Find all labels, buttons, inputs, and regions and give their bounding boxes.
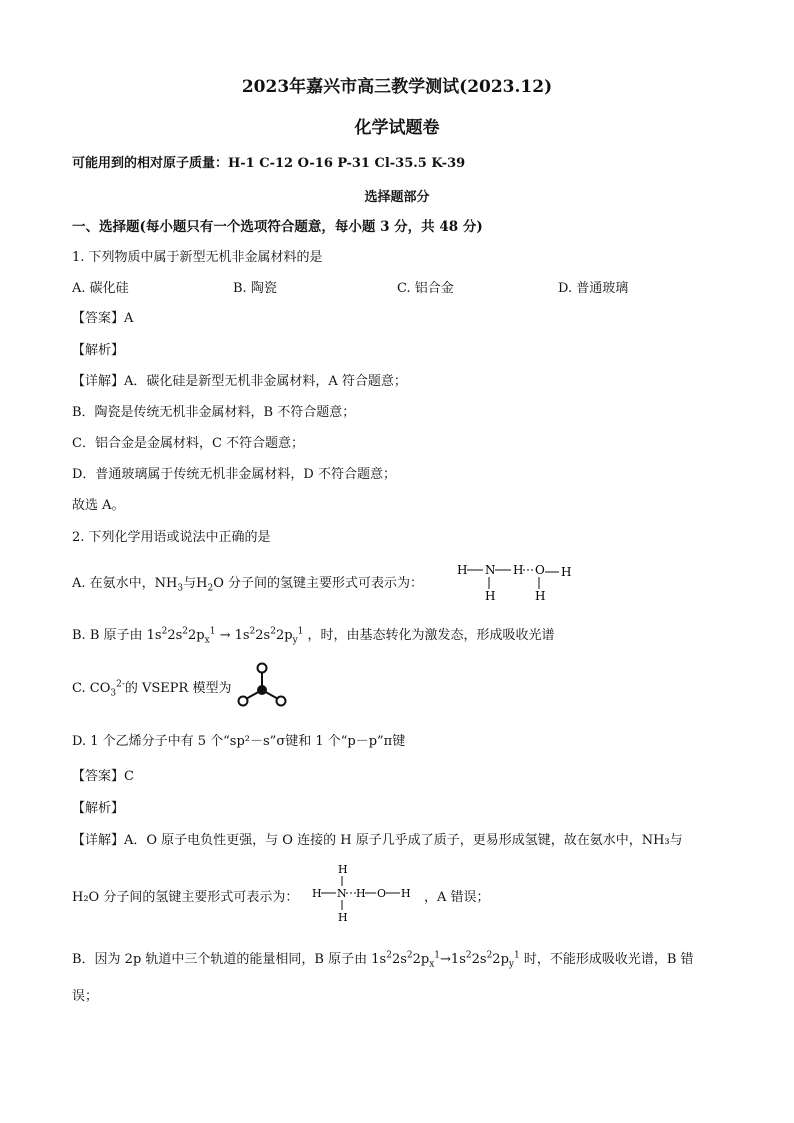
atomic-masses: 可能用到的相对原子质量：H-1 C-12 O-16 P-31 Cl-35.5 K-39 [72,156,466,171]
q1-option-b: B. 陶瓷 [233,281,277,296]
atom-h1: H [457,563,468,577]
atom-o: O [535,563,545,577]
section-title: 一、选择题(每小题只有一个选项符合题意，每小题 3 分，共 48 分) [72,219,483,235]
q1-detail-b: B．陶瓷是传统无机非金属材料，B 不符合题意； [72,405,356,420]
atom-n: N [485,563,496,577]
atom-h5: H [535,589,546,603]
q2-option-a-suffix: O 分子间的氢键主要形式可表示为： [213,576,423,591]
q2-option-c-sup: 2- [116,679,125,690]
det-atom-o: O [377,887,387,900]
q2-option-b [72,624,555,646]
q2-analysis: 【解析】 [72,801,125,816]
q2-detail-a-line1: 【详解】A．O 原子电负性更强，与 O 连接的 H 原子几乎成了质子，更易形成氢键，故在氨水中，NH₃与 [72,833,683,848]
det-atom-n: N [337,887,347,900]
q1-detail-d: D．普通玻璃属于传统无机非金属材料，D 不符合题意； [72,467,396,482]
q1-conclusion: 故选 A。 [72,498,125,513]
q1-option-c: C. 铝合金 [397,281,454,296]
q2-option-b-suffix: ，时，由基态转化为激发态，形成吸收光谱 [307,628,555,643]
q2-option-c-sub: 3 [110,688,117,699]
q2-option-a-sub2: 2 [207,583,214,594]
q2-option-c [72,677,231,699]
atom-h4: H [561,565,572,579]
q2-detail-b-line1 [72,948,694,970]
det-atom-h-left: H [312,887,322,900]
det-atom-h-bottom: H [338,911,348,924]
q2-option-a-nh: NH [154,576,178,591]
q1-option-d: D. 普通玻璃 [558,281,629,296]
q2-detail-a-line2-prefix: H₂O 分子间的氢键主要形式可表示为： [72,890,299,905]
q2-option-d: D. 1 个乙烯分子中有 5 个“sp²－s”σ键和 1 个“p－p”π键 [72,734,406,749]
q2-option-a [72,572,423,594]
exam-subtitle: 化学试题卷 [354,118,440,138]
hbond-structure-detail [310,860,420,926]
q1-stem: 1. 下列物质中属于新型无机非金属材料的是 [72,250,323,265]
det-atom-h-right: H [401,887,411,900]
atom-h2: H [485,589,496,603]
q2-option-a-sub3: 3 [177,583,184,594]
part-title: 选择题部分 [364,190,430,205]
q2-detail-a-line2-suffix: ，A 错误； [424,890,490,905]
q2-stem: 2. 下列化学用语或说法中正确的是 [72,530,271,545]
det-atom-h-mid: H [356,887,366,900]
orbital-transition-b: $1s^22s^22p_x^1 \to 1s^22s^22p_y^1$ [146,626,304,646]
q1-detail-a: 【详解】A．碳化硅是新型无机非金属材料，A 符合题意； [72,374,407,389]
q1-detail-c: C．铝合金是金属材料，C 不符合题意； [72,436,305,451]
exam-title: 2023年嘉兴市高三教学测试(2023.12) [241,77,553,97]
q2-detail-b-suffix: 时，不能形成吸收光谱，B 错 [523,952,694,967]
q2-detail-b-prefix: B．因为 2p 轨道中三个轨道的能量相同，B 原子由 [72,952,368,967]
q2-option-a-prefix: A. 在氨水中， [72,576,155,591]
q2-answer: 【答案】C [72,769,134,784]
hbond-structure-a [455,560,585,604]
q2-option-c-prefix: C. CO [72,681,111,696]
q1-answer: 【答案】A [72,311,134,326]
vsepr-model-diagram [234,660,292,710]
q1-analysis: 【解析】 [72,343,125,358]
atom-h3: H [513,563,524,577]
q2-detail-b-line2: 误； [72,989,99,1004]
q2-detail-a-line2 [72,886,298,905]
q2-option-a-yu: 与 [183,576,197,591]
q1-option-a: A. 碳化硅 [72,281,129,296]
q2-option-c-suffix: 的 VSEPR 模型为 [124,681,232,696]
q2-option-b-prefix: B. B 原子由 [72,628,143,643]
q2-option-a-h: H [196,576,208,591]
det-atom-h-top: H [338,863,348,876]
orbital-transition-detail: $1s^22s^22p_x^1\to 1s^22s^22p_y^1$ [371,950,520,970]
